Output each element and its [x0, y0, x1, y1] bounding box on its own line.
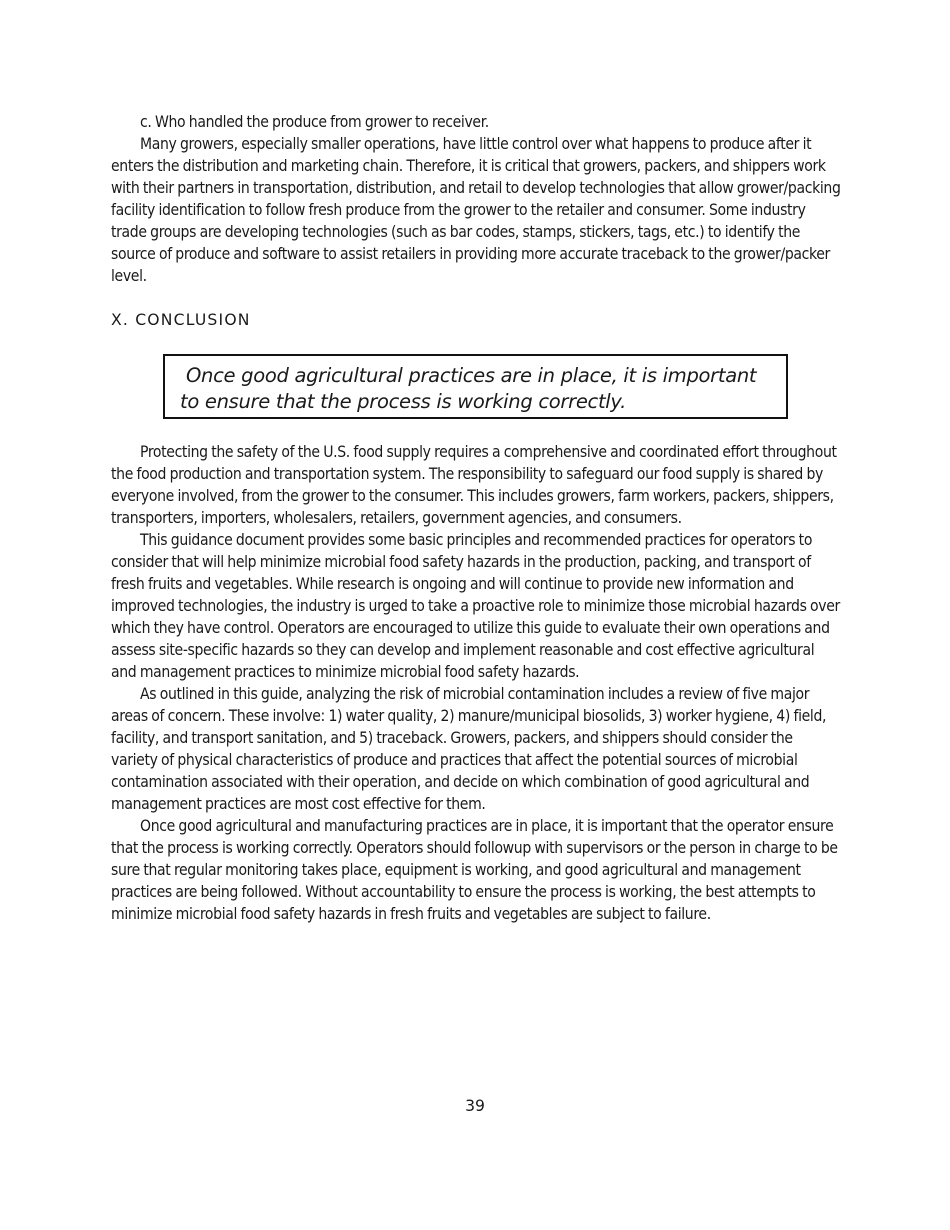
traceback-text-block	[111, 111, 841, 287]
conclusion-paragraph: Protecting the safety of the U.S. food supply requires a comprehensive and coordinated effort throughout the food production and transportation system. The responsibility to safeguard our food supply is shared by everyone involved, from the grower to the consumer. This includes growers, farm workers, packers, shippers, transporters, importers, wholesalers, retailers, government agencies, and consumers.	[111, 443, 837, 527]
page-number: 39	[465, 1097, 485, 1115]
traceback-paragraph: Many growers, especially smaller operations, have little control over what happens to produce after it enters the distribution and marketing chain. Therefore, it is critical that growers, packers, and shippers work with their partners in transportation, distribution, and retail to develop technologies that allow grower/packing facility identification to follow fresh produce from the grower to the retailer and consumer. Some industry trade groups are developing technologies (such as bar codes, stamps, stickers, tags, etc.) to identify the source of produce and software to assist retailers in providing more accurate traceback to the grower/packer level.	[111, 135, 841, 285]
conclusion-paragraph: Once good agricultural and manufacturing practices are in place, it is important that the operator ensure that the process is working correctly. Operators should followup with supervisors or the person in charge to be sure that regular monitoring takes place, equipment is working, and good agricultural and management practices are being followed. Without accountability to ensure the process is working, the best attempts to minimize microbial food safety hazards in fresh fruits and vegetables are subject to failure.	[111, 817, 838, 923]
section-heading: X. CONCLUSION	[111, 311, 251, 329]
conclusion-text-block	[111, 441, 841, 925]
traceback-item-c: c. Who handled the produce from grower to receiver.	[140, 113, 489, 131]
conclusion-paragraph: As outlined in this guide, analyzing the risk of microbial contamination includes a review of five major areas of concern. These involve: 1) water quality, 2) manure/municipal biosolids, 3) worker hygiene, 4) field, facility, and transport sanitation, and 5) traceback. Growers, packers, and shippers should consider the variety of physical characteristics of produce and practices that affect the potential sources of microbial contamination associated with their operation, and decide on which combination of good agricultural and management practices are most cost effective for them.	[111, 685, 827, 813]
callout-box	[163, 354, 788, 419]
conclusion-paragraph: This guidance document provides some basic principles and recommended practices for operators to consider that will help minimize microbial food safety hazards in the production, packing, and transport of fresh fruits and vegetables. While research is ongoing and will continue to provide new information and improved technologies, the industry is urged to take a proactive role to minimize those microbial hazards over which they have control. Operators are encouraged to utilize this guide to evaluate their own operations and assess site-specific hazards so they can develop and implement reasonable and cost effective agricultural and management practices to minimize microbial food safety hazards.	[111, 531, 840, 681]
callout-text: Once good agricultural practices are in place, it is important to ensure that the process is working correctly.	[180, 364, 757, 413]
